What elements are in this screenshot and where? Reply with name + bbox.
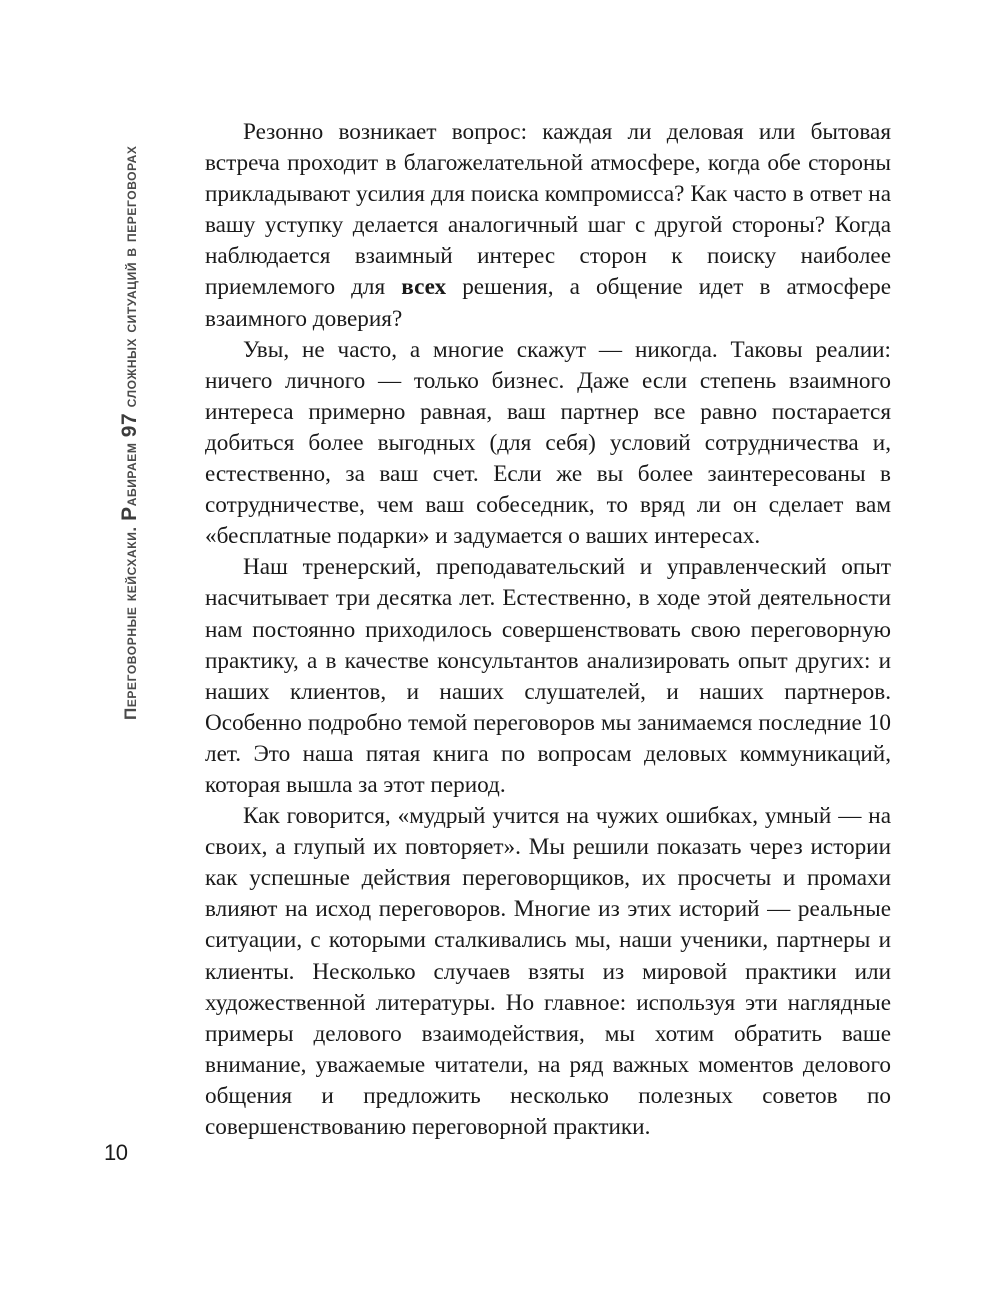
paragraph-4: Как говорится, «мудрый учится на чужих ошибках, умный — на своих, а глупый их повторяет». Мы решили показать через истории как успешные действия переговорщиков, их просчеты и промахи влияют на исход переговоров. Многие из этих историй — реальные ситуации, с которыми сталкивались мы, наши ученики, партнеры и клиенты. Несколько случаев взяты из мировой практики или художественной литературы. Но главное: используя эти наглядные примеры делового взаимодействия, мы хотим обратить ваше внимание, уважаемые читатели, на ряд важных моментов делового общения и предложить несколько полезных советов по совершенствованию переговорной практики. xyxy=(205,803,891,1140)
page-number: 10 xyxy=(104,1140,128,1165)
running-header xyxy=(120,145,140,720)
running-header-part2: абираем xyxy=(121,442,140,507)
body-text xyxy=(205,117,891,1143)
paragraph-1-start: Резонно возникает вопрос: каждая ли деловая или бытовая встреча проходит в благожелательной атмосфере, когда обе стороны прикладывают усилия для поиска компромисса? Как часто в ответ на вашу уступку делается аналогичный шаг с другой стороны? Когда наблюдается взаимный интерес сторон к поиску наиболее приемлемого для xyxy=(205,119,891,301)
running-header-cap: Р xyxy=(118,506,141,521)
paragraph-1-bold-word: всех xyxy=(401,274,447,301)
paragraph-2: Увы, не часто, а многие скажут — никогда. Таковы реалии: ничего личного — только бизнес. Даже если степень взаимного интереса примерно равная, ваш партнер все равно постарается добиться более выгодных (для себя) условий сотрудничества и, естественно, за ваш счет. Если же вы более заинтересованы в сотрудничестве, чем ваш собеседник, то вряд ли он сделает вам «бесплатные подарки» и задумается о ваших интересах. xyxy=(205,336,891,550)
running-header-part3: сложных ситуаций в переговорах xyxy=(121,145,140,408)
paragraph-3: Наш тренерский, преподавательский и управленческий опыт насчитывает три десятка лет. Естественно, в ходе этой деятельности нам постоянно приходилось совершенствовать свою переговорную практику, а в качестве консультантов анализировать опыт других: и наших клиентов, и наших слушателей, и наших партнеров. Особенно подробно темой переговоров мы занимаемся последние 10 лет. Это наша пятая книга по вопросам деловых коммуникаций, которая вышла за этот период. xyxy=(205,554,891,798)
paragraph-1 xyxy=(205,117,891,335)
paragraph-1-end: решения, а общение идет в атмосфере взаимного доверия? xyxy=(205,274,891,332)
running-header-number: 97 xyxy=(118,412,141,438)
running-header-part1: Переговорные кейсхаки. xyxy=(121,526,140,720)
